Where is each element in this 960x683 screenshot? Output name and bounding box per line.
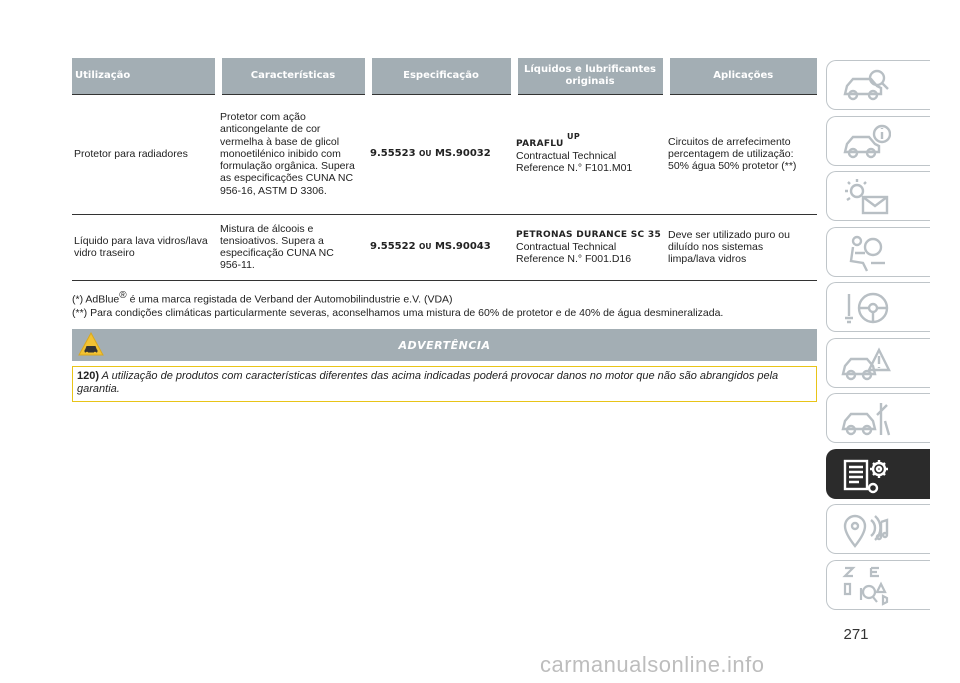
spec-code-b: MS.90043 [434,240,491,252]
cell-specification [368,214,514,280]
header-fluids: Líquidos e lubrificantes originais [514,58,666,94]
index-search-icon [841,566,891,606]
spec-code-b: MS.90032 [434,147,491,159]
tab-media-nav[interactable] [826,504,930,554]
registered-mark: ® [119,290,127,301]
cell-characteristics: Protetor com ação anticongelante de cor vermelha à base de glicol monoetilénico inibido com formulação orgânica. Supera as especificações CUNA NC 956-16, ASTM D 3306. [220,111,355,197]
tab-car-search[interactable] [826,60,930,110]
page-number: 271 [843,626,869,643]
fluid-brand [516,131,662,150]
tab-car-warning[interactable] [826,338,930,388]
tab-airbag-seat[interactable] [826,227,930,277]
footnote-1-prefix: (*) AdBlue [72,293,120,306]
spec-code-a: 9.55523 [370,147,416,159]
spec-or: OU [419,148,432,158]
tab-index[interactable] [826,560,930,610]
footnote-1-text: é uma marca registada de Verband der Automobilindustrie e.V. (VDA) [126,293,453,306]
cell-use: Protetor para radiadores [74,147,188,160]
airbag-seat-icon [841,233,891,273]
cell-application: Circuitos de arrefecimento percentagem de utilização: 50% água 50% protetor (**) [668,135,797,173]
media-nav-icon [841,510,891,550]
lights-mail-icon [841,177,891,217]
header-specification: Especificação [368,58,514,94]
header-characteristics: Características [218,58,368,94]
car-info-icon [841,122,891,162]
fluid-brand-name: PETRONAS DURANCE SC 35 [516,229,662,240]
fluid-brand-name: PARAFLU [516,138,564,149]
warning-number: 120) [77,370,100,382]
fluid-ref-1: Contractual Technical [516,149,617,162]
table-row [72,214,817,280]
fluid-brand [516,229,662,241]
warning-box [72,366,817,402]
steering-wheel-icon [841,288,891,328]
cell-fluid [514,214,666,280]
spec-table [72,58,817,281]
fluid-ref-2: Reference N.° F001.D16 [516,253,632,266]
tab-car-info[interactable] [826,116,930,166]
cell-application: Deve ser utilizado puro ou diluído nos sistemas limpa/lava vidros [668,228,790,266]
cell-characteristics: Mistura de álcoois e tensioativos. Supera a especificação CUNA NC 956-11. [220,222,334,272]
specs-gear-icon [841,455,891,495]
car-tools-icon [841,399,891,439]
spec-code-a: 9.55522 [370,240,416,252]
car-warning-icon [841,344,891,384]
cell-use: Líquido para lava vidros/lava vidro traseiro [74,234,208,259]
footnote-1 [72,289,822,307]
car-search-icon [841,66,891,106]
tab-car-tools[interactable] [826,393,930,443]
cell-fluid [514,94,666,214]
warning-title: ADVERTÊNCIA [398,339,491,352]
tab-lights-mail[interactable] [826,171,930,221]
warning-text: A utilização de produtos com características diferentes das acima indicadas poderá provocar danos no motor que não são abrangidos pela garantia. [77,370,779,395]
fluid-ref-1: Contractual Technical [516,240,617,253]
footnotes [72,289,822,320]
tab-steering-wheel[interactable] [826,282,930,332]
footnote-2: (**) Para condições climáticas particularmente severas, aconselhamos uma mistura de 60% de protetor e de 40% de água desmineralizada. [72,306,724,319]
spec-or: OU [419,241,432,251]
header-applications: Aplicações [666,58,817,94]
watermark: carmanualsonline.info [540,652,765,677]
fluid-ref-2: Reference N.° F101.M01 [516,162,633,175]
fluid-brand-sup: UP [567,131,581,141]
warning-header [72,329,817,361]
header-use: Utilização [72,58,218,94]
chapter-tabs [826,60,930,615]
table-header-row [72,58,817,94]
table-row [72,94,817,214]
tab-specifications[interactable] [826,449,930,499]
cell-specification [368,94,514,214]
